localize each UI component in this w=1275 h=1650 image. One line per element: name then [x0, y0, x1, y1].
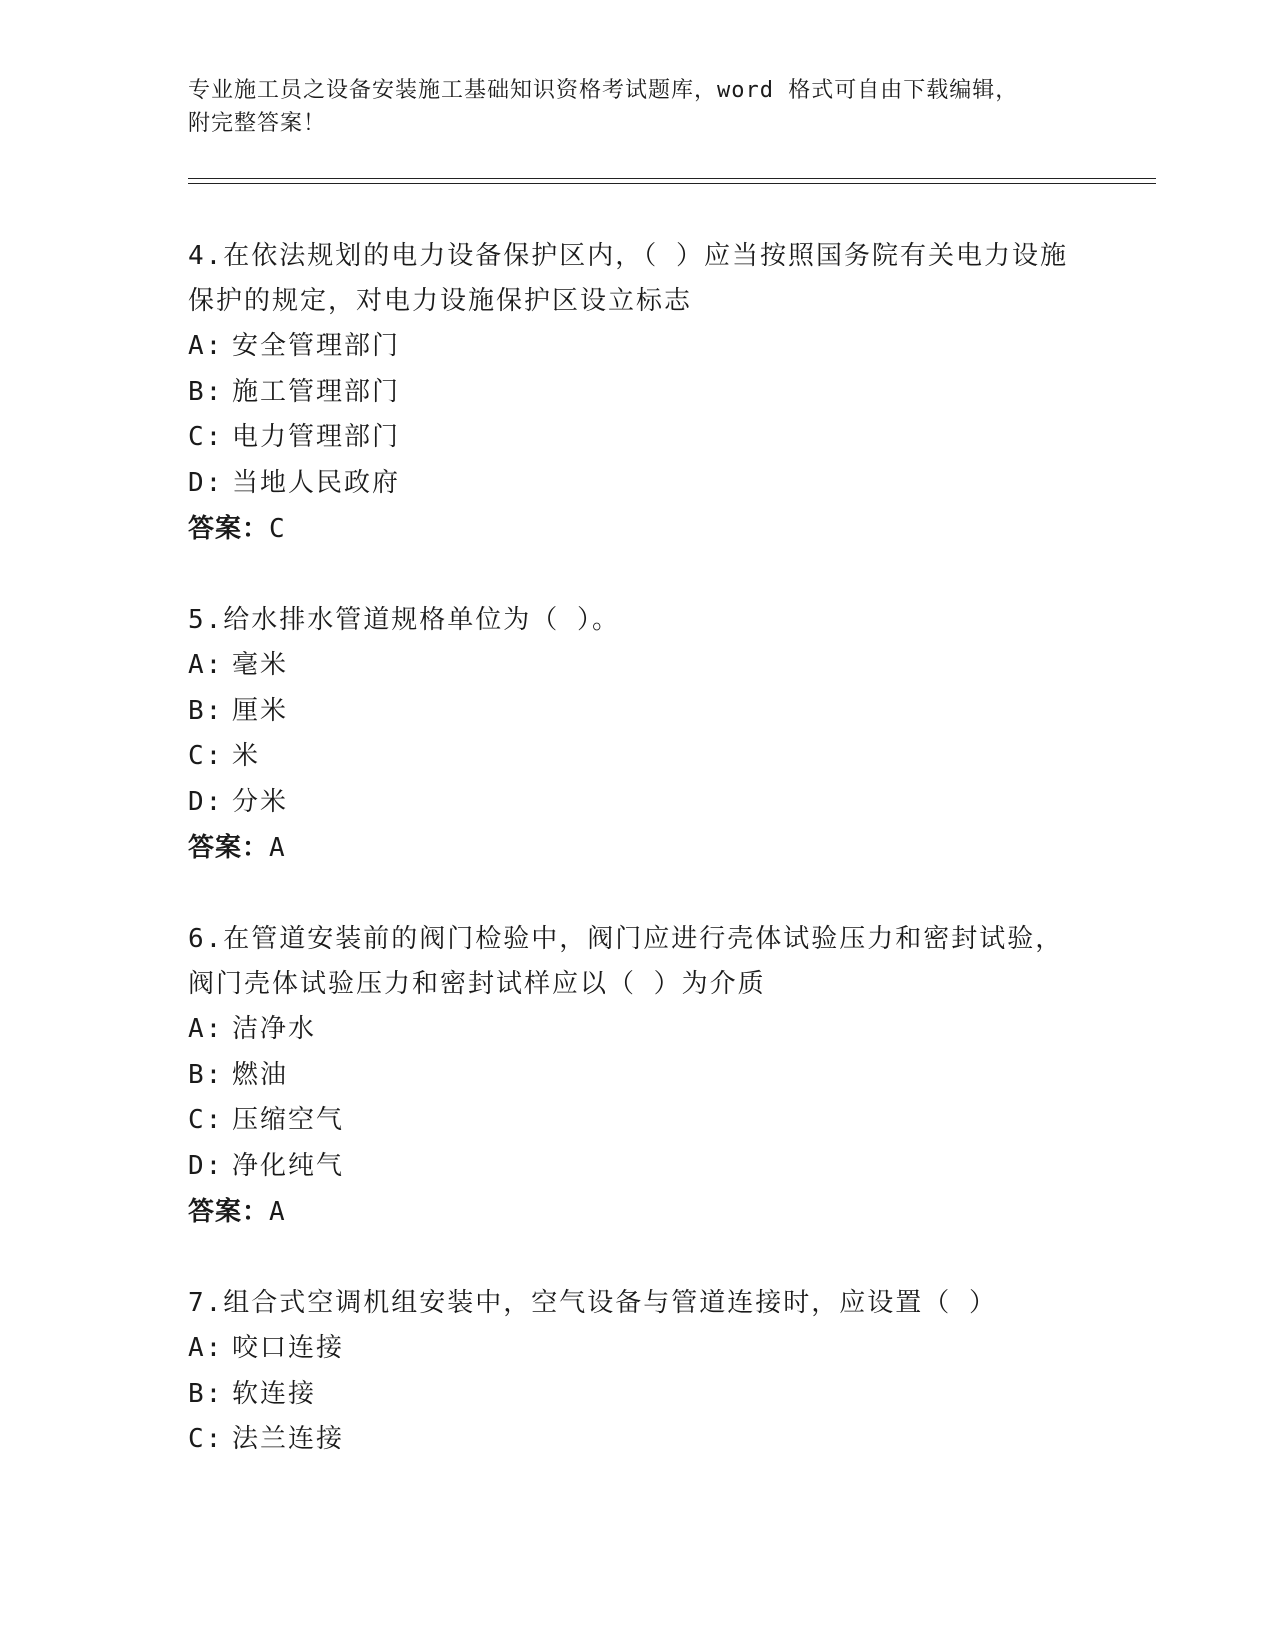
option-label: 米 [232, 741, 261, 771]
option-label: 净化纯气 [232, 1150, 345, 1181]
question-text: 6.在管道安装前的阀门检验中，阀门应进行壳体试验压力和密封试验，阀门壳体试验压力和密封试样应以（ ）为介质 [188, 924, 1064, 999]
option-c [188, 734, 1088, 780]
answer [188, 1189, 1088, 1235]
option-a [188, 324, 1088, 370]
option-key: C: [188, 1105, 224, 1135]
option-key: D: [188, 786, 224, 817]
answer-label: 答案： [188, 1197, 270, 1227]
option-key: B: [188, 1378, 224, 1409]
question-6 [188, 917, 1088, 1235]
answer [188, 825, 1088, 871]
option-label: 洁净水 [232, 1014, 317, 1044]
option-label: 法兰连接 [232, 1424, 345, 1454]
option-label: 电力管理部门 [232, 422, 401, 452]
document-header [188, 74, 1088, 140]
option-key: D: [188, 1150, 224, 1181]
option-b [188, 689, 1088, 735]
option-key: D: [188, 467, 224, 498]
option-c [188, 1417, 1088, 1463]
header-rule-bottom [188, 183, 1156, 184]
option-label: 燃油 [232, 1059, 289, 1090]
option-c [188, 1098, 1088, 1144]
option-d [188, 780, 1088, 826]
answer [188, 506, 1088, 552]
option-label: 安全管理部门 [232, 331, 401, 361]
answer-value: A [269, 833, 286, 863]
option-label: 压缩空气 [232, 1105, 345, 1135]
option-key: C: [188, 741, 224, 771]
option-label: 软连接 [232, 1378, 317, 1409]
option-key: B: [188, 376, 224, 407]
option-key: B: [188, 695, 224, 726]
option-b [188, 1053, 1088, 1099]
option-key: A: [188, 331, 224, 361]
question-5 [188, 598, 1088, 871]
option-b [188, 1372, 1088, 1418]
option-key: C: [188, 1424, 224, 1454]
option-a [188, 1326, 1088, 1372]
answer-value: C [269, 514, 286, 544]
option-label: 分米 [232, 786, 289, 817]
answer-value: A [269, 1197, 286, 1227]
option-label: 毫米 [232, 650, 289, 680]
option-key: A: [188, 650, 224, 680]
answer-label: 答案： [188, 514, 270, 544]
option-key: A: [188, 1014, 224, 1044]
header-rule-top [188, 178, 1156, 179]
option-key: A: [188, 1333, 224, 1363]
option-key: B: [188, 1059, 224, 1090]
question-text: 4.在依法规划的电力设备保护区内，（ ）应当按照国务院有关电力设施保护的规定，对电力设施保护区设立标志 [188, 241, 1068, 316]
question-text: 5.给水排水管道规格单位为（ ）。 [188, 605, 620, 635]
option-a [188, 1007, 1088, 1053]
header-line-2: 附完整答案！ [188, 111, 327, 136]
header-line-1: 专业施工员之设备安装施工基础知识资格考试题库，word 格式可自由下载编辑， [188, 78, 1019, 103]
option-d [188, 1144, 1088, 1190]
question-list [188, 234, 1088, 1509]
option-label: 咬口连接 [232, 1333, 345, 1363]
option-label: 施工管理部门 [232, 376, 401, 407]
option-b [188, 370, 1088, 416]
option-label: 当地人民政府 [232, 467, 401, 498]
option-d [188, 461, 1088, 507]
option-label: 厘米 [232, 695, 289, 726]
question-text: 7.组合式空调机组安装中，空气设备与管道连接时，应设置（ ） [188, 1288, 997, 1318]
option-c [188, 415, 1088, 461]
option-key: C: [188, 422, 224, 452]
answer-label: 答案： [188, 833, 270, 863]
question-4 [188, 234, 1088, 552]
question-7 [188, 1281, 1088, 1463]
option-a [188, 643, 1088, 689]
